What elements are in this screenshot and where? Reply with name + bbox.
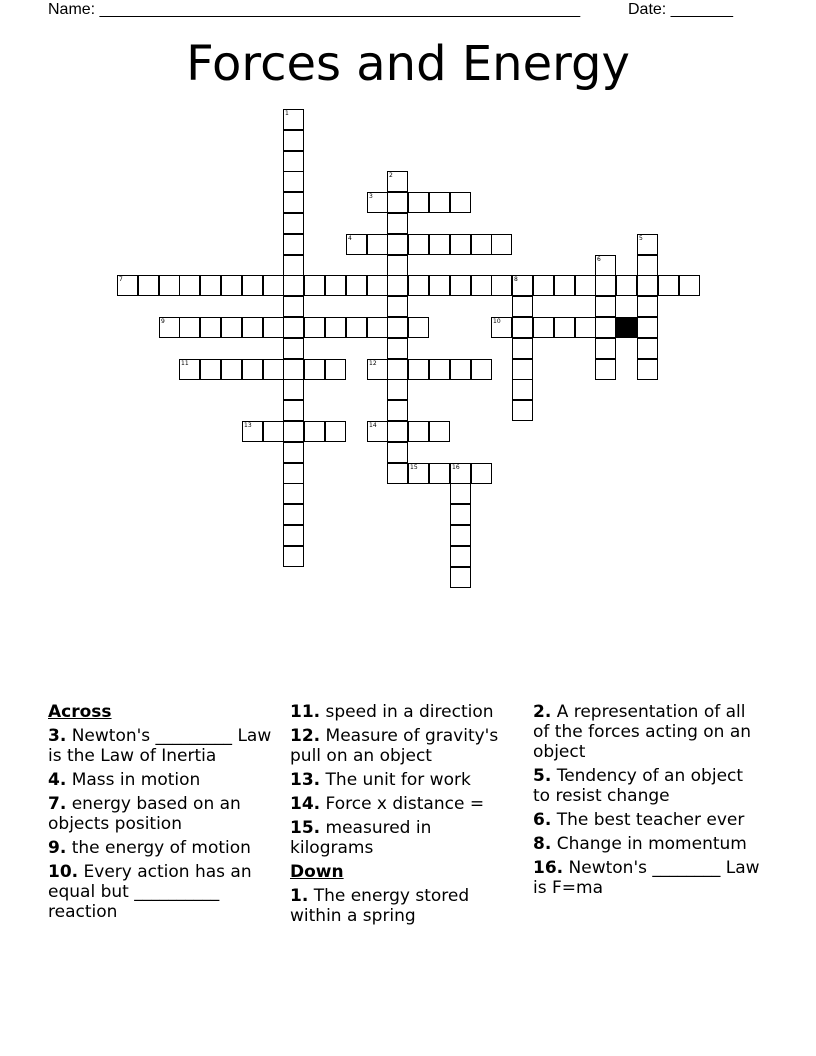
- down-clue-list-continued: [533, 702, 763, 898]
- clue-text: Tendency of an object to resist change: [533, 766, 744, 806]
- grid-cell[interactable]: [304, 421, 325, 442]
- clue-item: [533, 858, 763, 898]
- grid-cell[interactable]: [429, 234, 450, 255]
- grid-cell[interactable]: [408, 359, 429, 380]
- grid-cell[interactable]: [471, 234, 492, 255]
- grid-cell[interactable]: [283, 109, 304, 130]
- grid-cell[interactable]: [221, 359, 242, 380]
- grid-cell[interactable]: [179, 275, 200, 296]
- grid-cell[interactable]: [471, 275, 492, 296]
- grid-cell[interactable]: [512, 400, 533, 421]
- grid-cell[interactable]: [387, 213, 408, 234]
- grid-cell[interactable]: [595, 255, 616, 276]
- grid-cell[interactable]: [533, 275, 554, 296]
- grid-cell[interactable]: [283, 504, 304, 525]
- clue-number: 1.: [290, 886, 309, 906]
- clue-number: 10.: [48, 862, 79, 882]
- cell-number: 11: [181, 360, 189, 367]
- grid-cell[interactable]: [283, 317, 304, 338]
- cell-number: 2: [389, 172, 393, 179]
- grid-cell[interactable]: [242, 359, 263, 380]
- clue-item: [533, 810, 763, 830]
- grid-cell[interactable]: [263, 421, 284, 442]
- grid-cell[interactable]: [387, 421, 408, 442]
- clue-item: [48, 770, 283, 790]
- grid-cell[interactable]: [450, 504, 471, 525]
- grid-cell[interactable]: [512, 296, 533, 317]
- grid-cell[interactable]: [346, 275, 367, 296]
- clues-column-2: [290, 702, 520, 930]
- grid-cell[interactable]: [575, 317, 596, 338]
- grid-cell[interactable]: [595, 338, 616, 359]
- grid-cell[interactable]: [387, 255, 408, 276]
- grid-cell[interactable]: [450, 275, 471, 296]
- grid-cell[interactable]: [429, 192, 450, 213]
- grid-cell[interactable]: [263, 359, 284, 380]
- grid-cell[interactable]: [408, 234, 429, 255]
- grid-cell[interactable]: [263, 317, 284, 338]
- grid-cell[interactable]: [179, 317, 200, 338]
- clue-text: The unit for work: [320, 770, 471, 790]
- cell-number: 7: [119, 276, 123, 283]
- grid-cell[interactable]: [325, 317, 346, 338]
- grid-cell[interactable]: [450, 463, 471, 484]
- cell-number: 10: [493, 318, 501, 325]
- cell-number: 16: [452, 464, 460, 471]
- grid-cell[interactable]: [346, 234, 367, 255]
- clue-number: 5.: [533, 766, 552, 786]
- grid-cell[interactable]: [283, 463, 304, 484]
- grid-cell[interactable]: [450, 525, 471, 546]
- grid-cell[interactable]: [429, 275, 450, 296]
- across-clue-list: [48, 726, 283, 922]
- grid-cell[interactable]: [367, 234, 388, 255]
- grid-cell[interactable]: [637, 275, 658, 296]
- clue-number: 15.: [290, 818, 321, 838]
- clue-item: [290, 726, 520, 766]
- grid-cell[interactable]: [637, 255, 658, 276]
- clue-text: Newton's _________ Law is the Law of Inertia: [48, 726, 272, 766]
- grid-cell[interactable]: [637, 359, 658, 380]
- grid-cell[interactable]: [595, 317, 616, 338]
- clue-item: [48, 862, 283, 922]
- grid-cell[interactable]: [117, 275, 138, 296]
- grid-cell[interactable]: [387, 400, 408, 421]
- grid-cell[interactable]: [367, 317, 388, 338]
- grid-cell[interactable]: [325, 421, 346, 442]
- clue-text: Force x distance =: [320, 794, 485, 814]
- page-title: Forces and Energy: [186, 36, 630, 92]
- grid-cell[interactable]: [200, 275, 221, 296]
- grid-cell[interactable]: [595, 296, 616, 317]
- grid-cell[interactable]: [491, 275, 512, 296]
- grid-cell[interactable]: [387, 192, 408, 213]
- clue-number: 3.: [48, 726, 67, 746]
- grid-cell[interactable]: [679, 275, 700, 296]
- grid-cell[interactable]: [387, 275, 408, 296]
- grid-cell[interactable]: [242, 275, 263, 296]
- grid-cell[interactable]: [616, 275, 637, 296]
- grid-cell[interactable]: [387, 463, 408, 484]
- grid-cell[interactable]: [325, 275, 346, 296]
- clue-number: 4.: [48, 770, 67, 790]
- clue-text: The energy stored within a spring: [290, 886, 470, 926]
- grid-cell[interactable]: [471, 359, 492, 380]
- grid-cell[interactable]: [179, 359, 200, 380]
- grid-cell[interactable]: [138, 275, 159, 296]
- clue-item: [290, 886, 520, 926]
- grid-cell[interactable]: [221, 275, 242, 296]
- grid-cell[interactable]: [283, 213, 304, 234]
- grid-cell[interactable]: [387, 379, 408, 400]
- grid-cell[interactable]: [450, 546, 471, 567]
- grid-cell[interactable]: [221, 317, 242, 338]
- grid-cell[interactable]: [408, 192, 429, 213]
- grid-cell[interactable]: [408, 275, 429, 296]
- grid-cell[interactable]: [471, 463, 492, 484]
- grid-cell[interactable]: [242, 421, 263, 442]
- grid-cell[interactable]: [387, 317, 408, 338]
- grid-cell[interactable]: [387, 338, 408, 359]
- clue-item: [48, 794, 283, 834]
- grid-cell[interactable]: [408, 421, 429, 442]
- grid-cell[interactable]: [346, 317, 367, 338]
- grid-cell[interactable]: [533, 317, 554, 338]
- name-field-label[interactable]: Name: ______________________________________________________: [48, 1, 581, 18]
- grid-cell[interactable]: [512, 359, 533, 380]
- clue-text: Newton's ________ Law is F=ma: [533, 858, 760, 898]
- grid-cell[interactable]: [283, 525, 304, 546]
- grid-cell[interactable]: [512, 379, 533, 400]
- grid-cell[interactable]: [637, 317, 658, 338]
- clue-item: [48, 726, 283, 766]
- cell-number: 3: [369, 193, 373, 200]
- grid-cell[interactable]: [283, 275, 304, 296]
- clue-text: Change in momentum: [551, 834, 747, 854]
- clue-number: 8.: [533, 834, 552, 854]
- grid-cell[interactable]: [450, 483, 471, 504]
- date-field-label[interactable]: Date: _______: [628, 1, 733, 18]
- clue-item: [290, 818, 520, 858]
- grid-cell[interactable]: [367, 275, 388, 296]
- clue-number: 2.: [533, 702, 552, 722]
- cell-number: 8: [514, 276, 518, 283]
- clue-item: [533, 834, 763, 854]
- grid-cell[interactable]: [387, 359, 408, 380]
- grid-cell[interactable]: [200, 317, 221, 338]
- grid-cell[interactable]: [387, 296, 408, 317]
- grid-cell[interactable]: [491, 234, 512, 255]
- grid-cell[interactable]: [554, 275, 575, 296]
- grid-cell[interactable]: [304, 275, 325, 296]
- grid-cell[interactable]: [283, 234, 304, 255]
- cell-number: 1: [285, 110, 289, 117]
- grid-cell[interactable]: [429, 421, 450, 442]
- grid-cell[interactable]: [283, 296, 304, 317]
- grid-cell[interactable]: [367, 359, 388, 380]
- clue-text: the energy of motion: [66, 838, 251, 858]
- clue-text: Mass in motion: [66, 770, 201, 790]
- clue-item: [290, 770, 520, 790]
- cell-number: 12: [369, 360, 377, 367]
- grid-cell[interactable]: [595, 359, 616, 380]
- down-heading: Down: [290, 862, 344, 882]
- grid-cell[interactable]: [554, 317, 575, 338]
- grid-cell[interactable]: [429, 359, 450, 380]
- cell-number: 14: [369, 422, 377, 429]
- grid-cell[interactable]: [159, 317, 180, 338]
- clue-number: 9.: [48, 838, 67, 858]
- across-clue-list-continued: [290, 702, 520, 858]
- grid-cell[interactable]: [637, 234, 658, 255]
- grid-cell[interactable]: [491, 317, 512, 338]
- grid-cell[interactable]: [283, 338, 304, 359]
- clue-number: 6.: [533, 810, 552, 830]
- grid-cell[interactable]: [263, 275, 284, 296]
- cell-number: 4: [348, 235, 352, 242]
- clue-number: 13.: [290, 770, 321, 790]
- grid-cell[interactable]: [159, 275, 180, 296]
- clue-item: [48, 838, 283, 858]
- grid-cell[interactable]: [512, 338, 533, 359]
- grid-cell[interactable]: [283, 130, 304, 151]
- clue-text: speed in a direction: [320, 702, 494, 722]
- cell-number: 6: [597, 256, 601, 263]
- clue-number: 12.: [290, 726, 321, 746]
- grid-cell[interactable]: [283, 192, 304, 213]
- grid-cell[interactable]: [575, 275, 596, 296]
- grid-cell[interactable]: [283, 546, 304, 567]
- grid-cell[interactable]: [283, 151, 304, 172]
- clue-text: measured in kilograms: [290, 818, 432, 858]
- cell-number: 13: [244, 422, 252, 429]
- clue-number: 7.: [48, 794, 67, 814]
- clue-text: Every action has an equal but __________ reaction: [48, 862, 252, 922]
- grid-cell[interactable]: [512, 317, 533, 338]
- grid-cell[interactable]: [283, 483, 304, 504]
- grid-cell[interactable]: [283, 421, 304, 442]
- clue-text: The best teacher ever: [551, 810, 745, 830]
- clues-column-1: [48, 702, 283, 926]
- clue-item: [533, 702, 763, 762]
- grid-cell[interactable]: [283, 171, 304, 192]
- grid-cell[interactable]: [450, 234, 471, 255]
- grid-cell[interactable]: [325, 359, 346, 380]
- grid-cell[interactable]: [387, 234, 408, 255]
- clue-number: 16.: [533, 858, 564, 878]
- clue-item: [533, 766, 763, 806]
- grid-cell[interactable]: [408, 463, 429, 484]
- grid-cell[interactable]: [429, 463, 450, 484]
- cell-number: 9: [161, 318, 165, 325]
- clues-column-3: [533, 702, 763, 902]
- grid-cell[interactable]: [304, 317, 325, 338]
- grid-block-cell: [616, 317, 637, 338]
- cell-number: 15: [410, 464, 418, 471]
- clue-number: 14.: [290, 794, 321, 814]
- grid-cell[interactable]: [450, 192, 471, 213]
- grid-cell[interactable]: [387, 171, 408, 192]
- grid-cell[interactable]: [450, 567, 471, 588]
- grid-cell[interactable]: [304, 359, 325, 380]
- clue-text: A representation of all of the forces acting on an object: [533, 702, 752, 762]
- grid-cell[interactable]: [283, 359, 304, 380]
- clue-text: Measure of gravity's pull on an object: [290, 726, 499, 766]
- down-clue-list: [290, 886, 520, 926]
- clue-number: 11.: [290, 702, 321, 722]
- clue-item: [290, 702, 520, 722]
- grid-cell[interactable]: [200, 359, 221, 380]
- grid-cell[interactable]: [367, 421, 388, 442]
- grid-cell[interactable]: [387, 442, 408, 463]
- grid-cell[interactable]: [283, 379, 304, 400]
- grid-cell[interactable]: [595, 275, 616, 296]
- clue-text: energy based on an objects position: [48, 794, 241, 834]
- across-heading: Across: [48, 702, 112, 722]
- grid-cell[interactable]: [658, 275, 679, 296]
- grid-cell[interactable]: [367, 192, 388, 213]
- grid-cell[interactable]: [450, 359, 471, 380]
- grid-cell[interactable]: [637, 296, 658, 317]
- grid-cell[interactable]: [408, 317, 429, 338]
- grid-cell[interactable]: [242, 317, 263, 338]
- grid-cell[interactable]: [512, 275, 533, 296]
- clue-item: [290, 794, 520, 814]
- grid-cell[interactable]: [283, 400, 304, 421]
- grid-cell[interactable]: [283, 442, 304, 463]
- cell-number: 5: [639, 235, 643, 242]
- grid-cell[interactable]: [283, 255, 304, 276]
- grid-cell[interactable]: [637, 338, 658, 359]
